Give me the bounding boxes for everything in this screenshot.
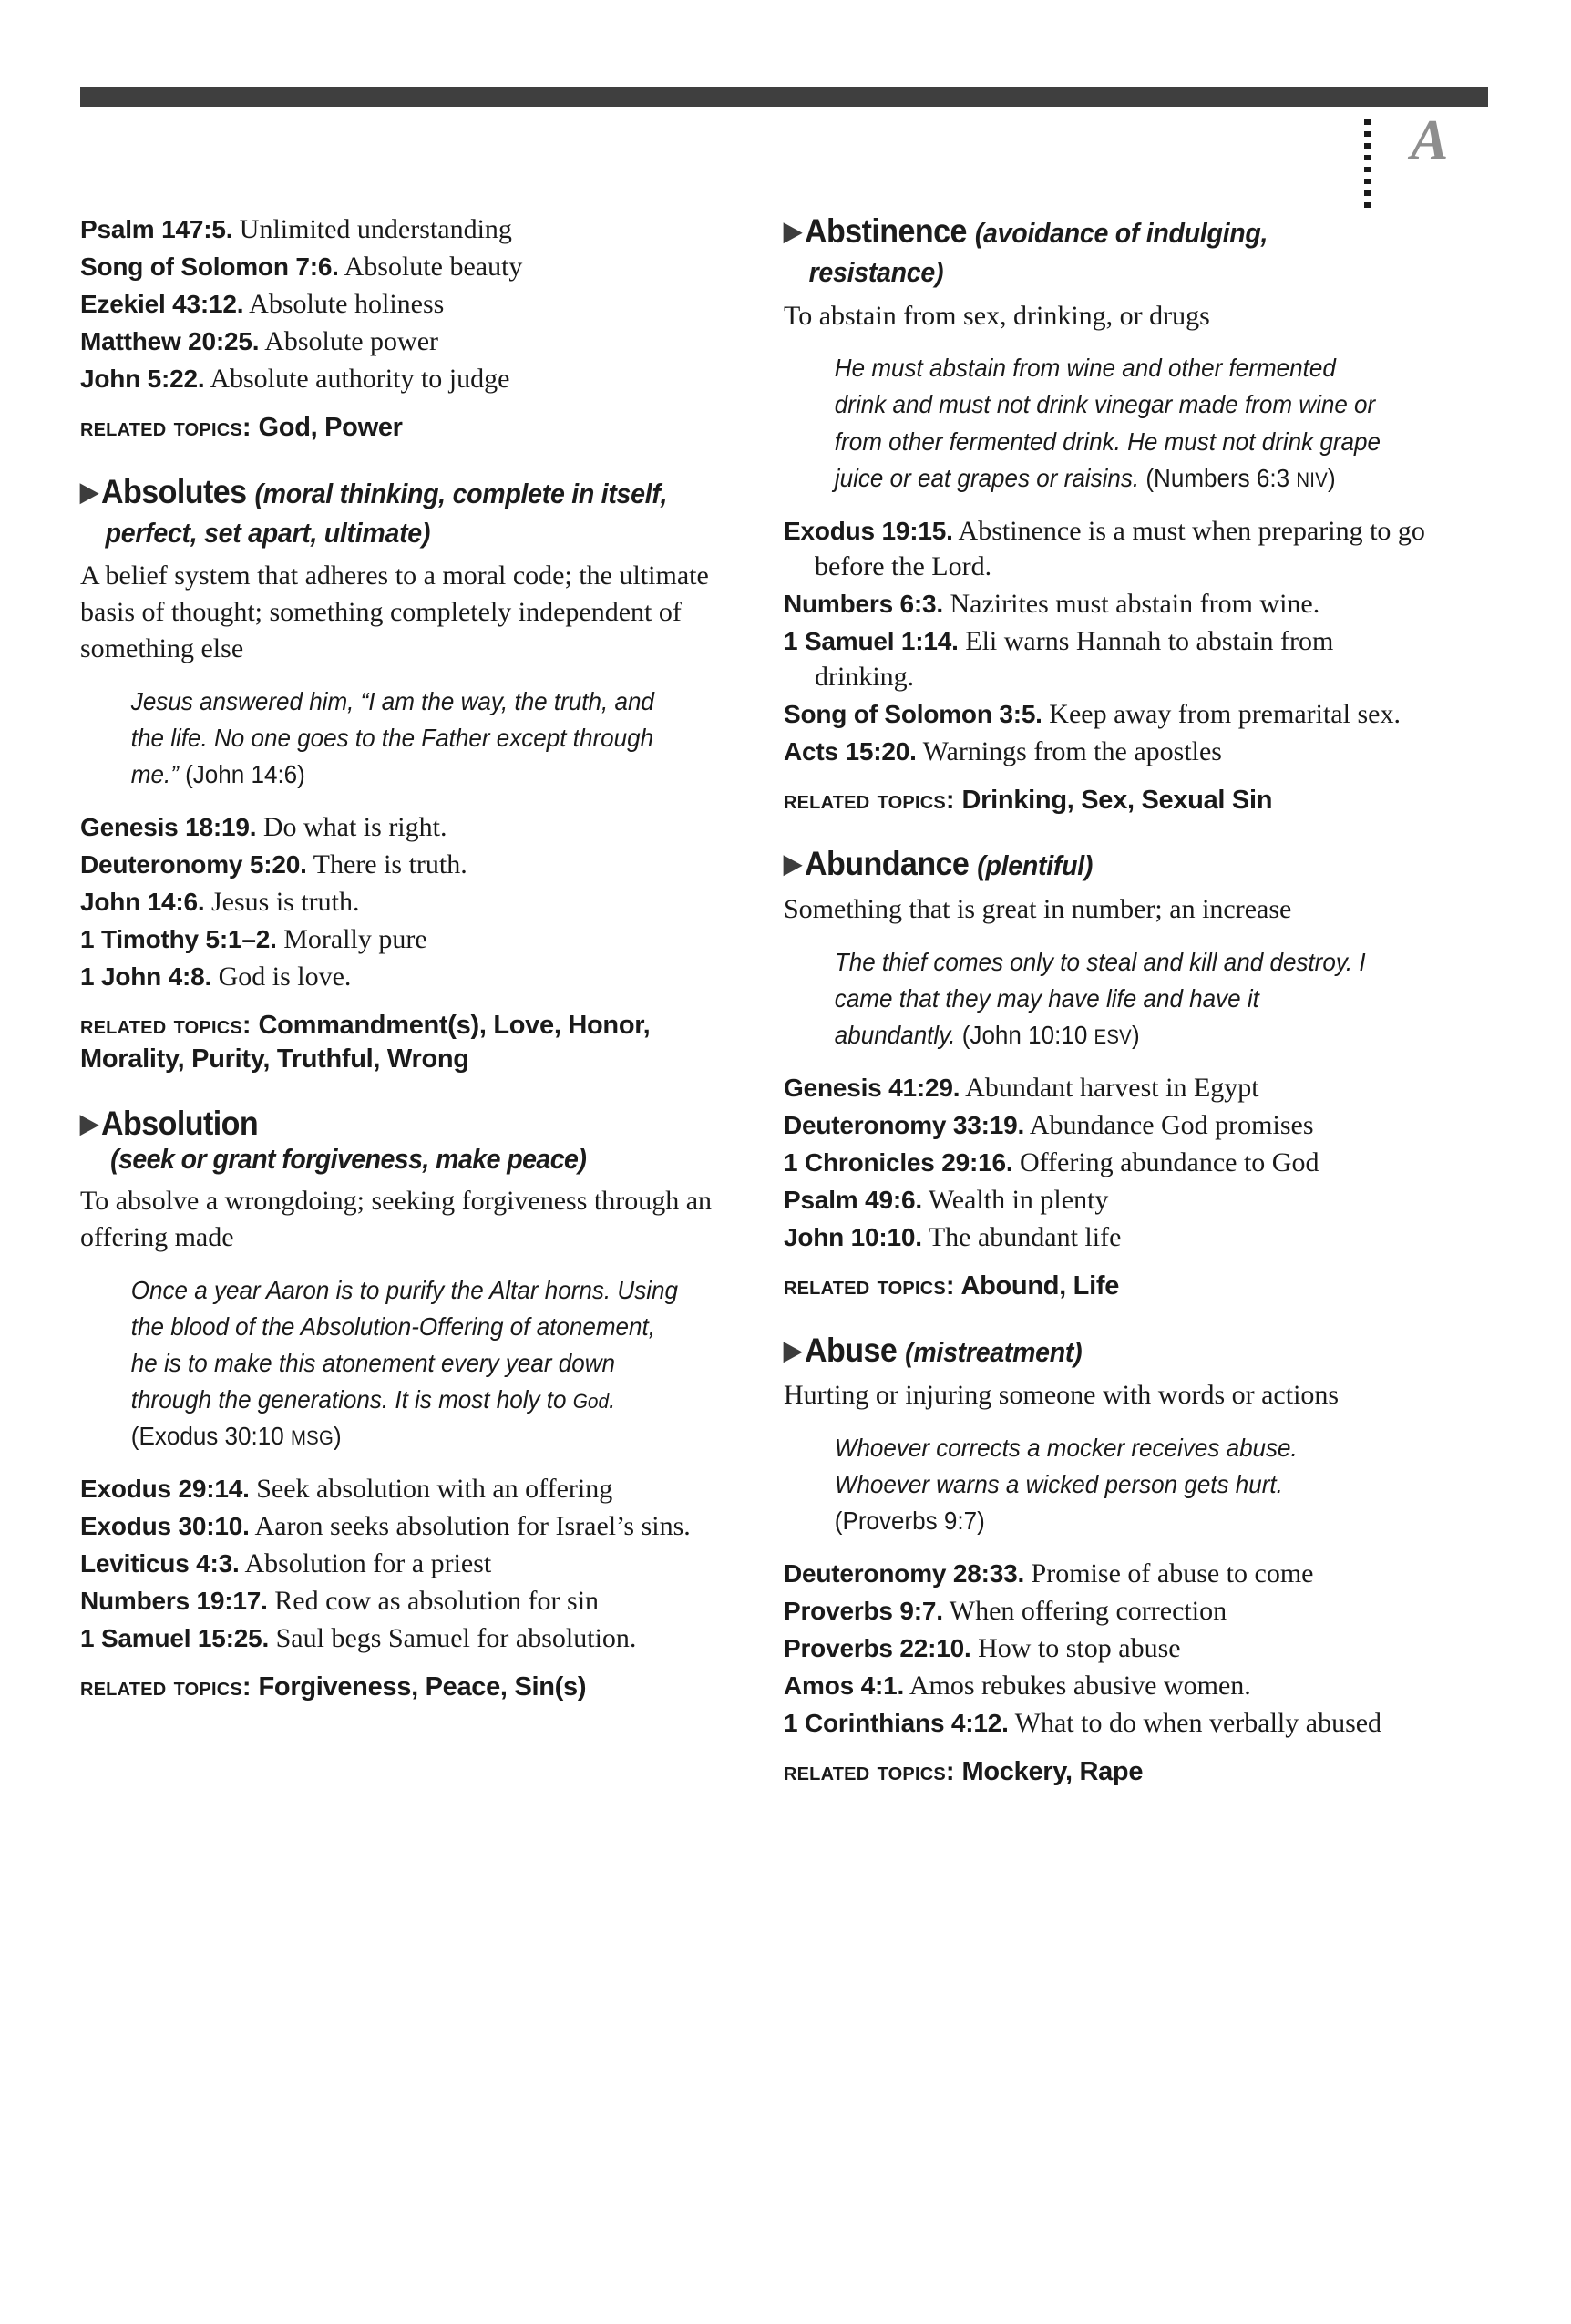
verse-description: The abundant life	[921, 1221, 1122, 1252]
related-topics	[784, 784, 1431, 818]
quote-text-tail: .	[609, 1385, 616, 1414]
verse-reference: Genesis 18:19.	[80, 813, 257, 842]
verse-item	[80, 1583, 727, 1619]
verse-description: Abundant harvest in Egypt	[960, 1072, 1259, 1103]
verse-description: Absolute beauty	[338, 252, 523, 282]
quote-citation: (John 14:6)	[178, 760, 305, 789]
verse-description: There is truth.	[306, 849, 467, 880]
verse-reference: Song of Solomon 3:5.	[784, 699, 1042, 728]
verse-reference: Leviticus 4:3.	[80, 1549, 240, 1578]
scripture-quote	[784, 1430, 1385, 1539]
verse-item	[784, 1705, 1431, 1741]
verse-description: Wealth in plenty	[921, 1184, 1109, 1215]
quote-citation: (Numbers 6:3	[1139, 463, 1297, 492]
verse-item	[80, 324, 727, 359]
verse-item	[784, 1107, 1431, 1143]
related-topics	[784, 1755, 1431, 1789]
verse-reference: 1 Samuel 1:14.	[784, 626, 959, 655]
verse-reference: Exodus 19:15.	[784, 516, 953, 545]
entry-definition: To absolve a wrongdoing; seeking forgiveness through an offering made	[80, 1186, 713, 1253]
verse-item	[784, 513, 1431, 584]
scripture-quote	[784, 944, 1385, 1054]
entry-title: Abundance	[804, 845, 970, 883]
verse-item	[80, 847, 727, 882]
triangle-bullet-icon: ▶	[784, 1335, 802, 1364]
verse-description: Offering abundance to God	[1012, 1147, 1319, 1177]
related-topics-values: Forgiveness, Peace, Sin(s)	[251, 1672, 587, 1702]
entry-definition: A belief system that adheres to a moral code; the ultimate basis of thought; something completely independent of something else	[80, 560, 709, 664]
verse-description: Absolute authority to judge	[204, 364, 510, 394]
verse-list	[784, 1070, 1431, 1255]
entry-absolution	[80, 1104, 727, 1704]
verse-item	[80, 921, 727, 957]
right-column	[784, 211, 1431, 1816]
verse-reference: Song of Solomon 7:6.	[80, 252, 339, 281]
related-topics-label: related topics:	[80, 1672, 252, 1702]
entry-abstinence	[784, 211, 1431, 817]
entry-title: Abuse	[804, 1331, 898, 1369]
scripture-quote	[784, 350, 1385, 496]
verse-description: Keep away from premarital sex.	[1042, 698, 1401, 729]
related-topics	[784, 1270, 1431, 1303]
verse-description: Unlimited understanding	[232, 214, 512, 244]
verse-description: When offering correction	[942, 1595, 1227, 1626]
entry-title: Abstinence	[804, 212, 967, 250]
verse-item	[80, 1471, 727, 1506]
verse-description: Eli warns Hannah to abstain from drinking.	[815, 625, 1334, 692]
related-topics-values: Commandment(s), Love, Honor, Morality, Purity, Truthful, Wrong	[80, 1011, 651, 1074]
related-topics-label: related topics:	[784, 1270, 955, 1301]
verse-description: Abundance God promises	[1024, 1109, 1314, 1140]
related-topics-values: Mockery, Rape	[954, 1756, 1144, 1786]
scripture-quote	[80, 1272, 682, 1455]
verse-reference: Acts 15:20.	[784, 736, 917, 766]
quote-text: He must abstain from wine and other fermented drink and must not drink vinegar made from wine or from other fermented drink. He must not drink grape juice or eat grapes or raisins.	[834, 354, 1381, 492]
verse-description: Abstinence is a must when preparing to go before the Lord.	[815, 515, 1425, 581]
verse-item	[784, 1145, 1431, 1180]
letter-tab-label: A	[1411, 109, 1449, 171]
verse-reference: John 14:6.	[80, 888, 205, 917]
entry-definition: Something that is great in number; an increase	[784, 893, 1292, 924]
related-topics-values: God, Power	[251, 413, 403, 442]
related-topics	[80, 1009, 727, 1076]
verse-list	[80, 809, 727, 994]
verse-item	[80, 884, 727, 920]
verse-description: Aaron seeks absolution for Israel’s sins.	[249, 1511, 691, 1542]
verse-item	[80, 959, 727, 994]
verse-reference: Numbers 19:17.	[80, 1587, 268, 1616]
verse-item	[80, 1620, 727, 1656]
quote-divine-name: God	[572, 1390, 610, 1414]
entry-heading	[784, 1331, 1379, 1370]
verse-item	[784, 1070, 1431, 1105]
verse-item	[784, 1630, 1431, 1666]
verse-description: Absolution for a priest	[239, 1548, 492, 1579]
quote-text: Whoever corrects a mocker receives abuse. Whoever warns a wicked person gets hurt.	[834, 1433, 1298, 1498]
entry-parenthetical: (avoidance of indulging, resistance)	[808, 217, 1268, 289]
verse-description: Nazirites must abstain from wine.	[943, 588, 1320, 619]
verse-reference: Psalm 49:6.	[784, 1185, 922, 1214]
entry-heading	[784, 211, 1379, 291]
letter-tab	[1340, 109, 1494, 219]
quote-text: Jesus answered him, “I am the way, the truth, and the life. No one goes to the Father except through me.”	[130, 687, 654, 789]
entry-abuse	[784, 1331, 1431, 1789]
entry-heading	[80, 472, 675, 551]
entry-title: Absolutes	[100, 472, 247, 510]
verse-item	[80, 286, 727, 322]
verse-reference: 1 Corinthians 4:12.	[784, 1708, 1009, 1737]
verse-item	[80, 809, 727, 845]
left-column	[80, 211, 727, 1816]
related-topics-label: related topics:	[784, 785, 955, 815]
entry-parenthetical: (mistreatment)	[905, 1335, 1083, 1368]
quote-citation-close: )	[334, 1422, 342, 1451]
verse-reference: Numbers 6:3.	[784, 589, 943, 618]
verse-item	[784, 1593, 1431, 1629]
verse-description: Absolute power	[259, 326, 439, 356]
verse-description: Amos rebukes abusive women.	[904, 1670, 1251, 1701]
verse-reference: 1 Timothy 5:1–2.	[80, 925, 277, 954]
verse-reference: John 5:22.	[80, 365, 205, 393]
entry-parenthetical: (seek or grant forgiveness, make peace)	[110, 1143, 587, 1176]
verse-item	[784, 1556, 1431, 1591]
verse-item	[784, 696, 1431, 732]
verse-reference: 1 Samuel 15:25.	[80, 1624, 270, 1653]
verse-item	[784, 734, 1431, 769]
entry-title: Absolution	[100, 1104, 259, 1142]
verse-reference: 1 John 4:8.	[80, 962, 212, 992]
two-column-body	[0, 211, 1571, 1816]
entry-parenthetical: (moral thinking, complete in itself, perfect, set apart, ultimate)	[105, 477, 668, 550]
related-topics-values: Abound, Life	[954, 1270, 1120, 1301]
entry-definition: To abstain from sex, drinking, or drugs	[784, 300, 1210, 331]
entry-abundance	[784, 844, 1431, 1302]
quote-version: NIV	[1296, 468, 1329, 491]
header-rule	[80, 87, 1488, 107]
verse-description: Absolute holiness	[243, 289, 445, 319]
verse-description: What to do when verbally abused	[1008, 1707, 1382, 1738]
verse-description: Red cow as absolution for sin	[267, 1586, 600, 1617]
verse-item	[784, 1182, 1431, 1218]
verse-reference: Ezekiel 43:12.	[80, 290, 244, 318]
related-topics-label: related topics:	[80, 413, 252, 442]
related-topics-values: Drinking, Sex, Sexual Sin	[954, 785, 1273, 815]
verse-description: Saul begs Samuel for absolution.	[269, 1623, 637, 1654]
quote-version: MSG	[290, 1426, 334, 1450]
triangle-bullet-icon: ▶	[784, 217, 802, 245]
verse-reference: Amos 4:1.	[784, 1671, 905, 1700]
entry-absolutes	[80, 472, 727, 1076]
verse-reference: Deuteronomy 28:33.	[784, 1558, 1025, 1588]
verse-reference: Psalm 147:5.	[80, 215, 233, 243]
verse-item	[80, 1508, 727, 1544]
verse-reference: Genesis 41:29.	[784, 1073, 960, 1102]
verse-item	[784, 623, 1431, 694]
verse-description: Promise of abuse to come	[1024, 1558, 1314, 1589]
verse-reference: Matthew 20:25.	[80, 327, 260, 355]
scripture-quote	[80, 684, 682, 793]
verse-list	[784, 513, 1431, 769]
related-topics	[80, 411, 727, 445]
verse-reference: 1 Chronicles 29:16.	[784, 1147, 1013, 1177]
verse-description: Morally pure	[276, 924, 427, 955]
quote-citation: (John 10:10	[955, 1020, 1094, 1049]
entry-parenthetical: (plentiful)	[977, 849, 1094, 882]
quote-citation-close: )	[1328, 463, 1336, 492]
continued-verse-list	[80, 211, 727, 396]
quote-text: Once a year Aaron is to purify the Altar horns. Using the blood of the Absolution-Offering of atonement, he is to make this atonement every year down through the generations. It is most holy to	[130, 1276, 678, 1414]
quote-citation-close: )	[1131, 1020, 1140, 1049]
quote-citation: (Proverbs 9:7)	[834, 1506, 985, 1535]
verse-description: Do what is right.	[256, 812, 447, 843]
verse-reference: John 10:10.	[784, 1222, 922, 1251]
verse-description: How to stop abuse	[970, 1632, 1181, 1663]
verse-item	[784, 586, 1431, 622]
verse-item	[784, 1219, 1431, 1255]
quote-text: The thief comes only to steal and kill and destroy. I came that they may have life and have it abundantly.	[834, 947, 1366, 1049]
verse-reference: Exodus 29:14.	[80, 1475, 250, 1504]
entry-definition: Hurting or injuring someone with words or actions	[784, 1379, 1340, 1410]
quote-citation: (Exodus 30:10	[130, 1422, 291, 1451]
verse-item	[784, 1668, 1431, 1703]
verse-item	[80, 211, 727, 247]
verse-description: Warnings from the apostles	[916, 735, 1222, 766]
entry-heading	[784, 844, 1379, 883]
verse-list	[784, 1556, 1431, 1741]
quote-version: ESV	[1094, 1024, 1132, 1048]
verse-reference: Proverbs 22:10.	[784, 1633, 971, 1662]
verse-reference: Deuteronomy 33:19.	[784, 1110, 1025, 1139]
entry-heading	[80, 1104, 675, 1177]
verse-reference: Deuteronomy 5:20.	[80, 850, 307, 879]
verse-reference: Proverbs 9:7.	[784, 1596, 943, 1625]
triangle-bullet-icon: ▶	[80, 477, 98, 506]
related-topics	[80, 1671, 727, 1704]
verse-reference: Exodus 30:10.	[80, 1512, 250, 1541]
dotted-line-decoration	[1364, 119, 1371, 209]
verse-description: God is love.	[211, 961, 352, 992]
related-topics-label: related topics:	[80, 1011, 252, 1041]
verse-description: Jesus is truth.	[204, 887, 360, 918]
verse-list	[80, 1471, 727, 1656]
verse-item	[80, 249, 727, 284]
triangle-bullet-icon: ▶	[80, 1108, 98, 1137]
verse-item	[80, 361, 727, 396]
verse-item	[80, 1546, 727, 1581]
verse-description: Seek absolution with an offering	[249, 1474, 613, 1505]
triangle-bullet-icon: ▶	[784, 849, 802, 879]
related-topics-label: related topics:	[784, 1756, 955, 1786]
